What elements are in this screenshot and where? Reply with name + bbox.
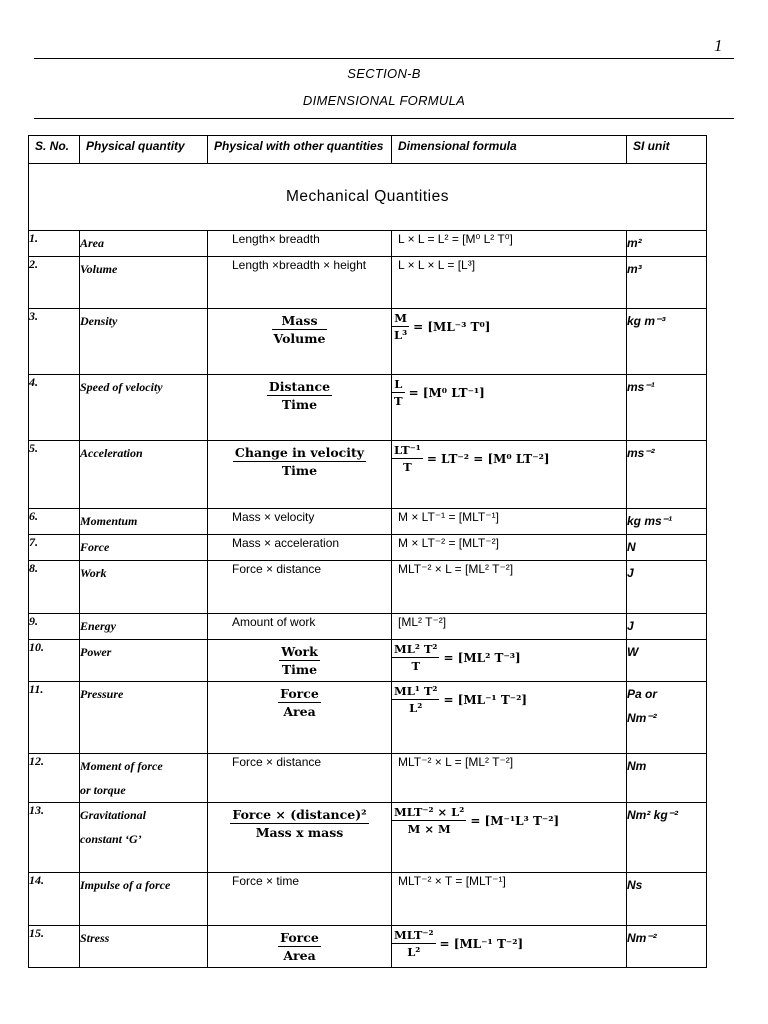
si-unit-cell	[627, 873, 707, 926]
dimensional-formula-fraction	[392, 684, 439, 715]
dimensional-formula-result: = LT⁻² = [M⁰ LT⁻²]	[426, 451, 550, 466]
si-unit: kg m⁻³	[627, 314, 666, 328]
table-row	[29, 231, 707, 257]
quantity-cell	[80, 640, 208, 682]
serial-number-cell	[29, 561, 80, 614]
section-title: SECTION-B	[347, 66, 421, 81]
other-quantities-fraction	[279, 644, 320, 677]
si-unit-line: Pa or	[627, 687, 658, 701]
table-header-row	[29, 136, 707, 164]
dimensional-formula-numerator: L	[392, 377, 405, 393]
si-unit: N	[627, 540, 636, 554]
si-unit: m³	[627, 262, 642, 276]
si-unit-cell	[627, 614, 707, 640]
dimensional-formula-cell	[392, 614, 627, 640]
table-row	[29, 803, 707, 873]
table-row	[29, 754, 707, 803]
other-quantities-text: Force × time	[232, 874, 300, 888]
dimensional-formula-text: MLT⁻² × L = [ML² T⁻²]	[398, 562, 514, 576]
quantity-name-line: Gravitational	[80, 808, 147, 822]
dimensional-formula-cell	[392, 803, 627, 873]
si-unit-cell	[627, 561, 707, 614]
quantity-cell	[80, 926, 208, 968]
table-row	[29, 535, 707, 561]
serial-number: 13.	[29, 803, 44, 817]
dimensional-formula-denominator: T	[394, 394, 403, 408]
table-row	[29, 509, 707, 535]
other-quantities-fraction	[278, 686, 321, 719]
section-subtitle: DIMENSIONAL FORMULA	[302, 93, 466, 108]
dimensional-formula-fraction	[392, 928, 436, 959]
quantity-name: Density	[80, 314, 118, 328]
serial-number: 11.	[29, 682, 44, 696]
serial-number-cell	[29, 535, 80, 561]
dimensional-formula-text: L × L × L = [L³]	[398, 258, 476, 272]
top-rule	[34, 58, 734, 59]
other-quantities-text: Length ×breadth × height	[232, 258, 367, 272]
other-quantities-cell	[208, 535, 392, 561]
si-unit-cell	[627, 257, 707, 309]
dimensional-formula-denominator: L³	[394, 328, 408, 342]
si-unit-line: Nm⁻²	[627, 711, 657, 725]
header-quantity: Physical quantity	[80, 136, 208, 164]
serial-number: 9.	[29, 614, 38, 628]
dimensional-formula-cell	[392, 509, 627, 535]
other-quantities-numerator: Force	[280, 930, 319, 945]
si-unit-cell	[627, 231, 707, 257]
other-quantities-fraction	[233, 445, 366, 478]
si-unit: J	[627, 566, 634, 580]
quantity-cell	[80, 509, 208, 535]
serial-number: 3.	[29, 309, 38, 323]
dimensional-formula-numerator: MLT⁻² × L²	[394, 805, 465, 819]
dimensional-formula-result: = [M⁰ LT⁻¹]	[408, 385, 485, 400]
other-quantities-cell	[208, 509, 392, 535]
dimensional-formula-denominator: L²	[409, 701, 423, 715]
si-unit-cell	[627, 926, 707, 968]
si-unit-cell	[627, 509, 707, 535]
dimensional-formula-text: L × L = L² = [M⁰ L² T⁰]	[398, 232, 513, 246]
si-unit-cell	[627, 309, 707, 375]
other-quantities-numerator: Work	[281, 644, 318, 659]
dimensional-formula-text: M × LT⁻² = [MLT⁻²]	[398, 536, 499, 550]
dimensional-formula-cell	[392, 441, 627, 509]
dimensional-formula-cell	[392, 640, 627, 682]
quantity-cell	[80, 535, 208, 561]
dimensional-formula-text: [ML² T⁻²]	[398, 615, 447, 629]
dimensional-formula-cell	[392, 257, 627, 309]
si-unit-cell	[627, 375, 707, 441]
si-unit: W	[627, 645, 639, 659]
other-quantities-cell	[208, 614, 392, 640]
serial-number-cell	[29, 803, 80, 873]
dimensional-formula-fraction	[392, 311, 409, 342]
dimensional-formula-numerator: MLT⁻²	[394, 928, 434, 942]
quantity-cell	[80, 441, 208, 509]
other-quantities-fraction	[278, 930, 321, 963]
quantity-cell	[80, 614, 208, 640]
serial-number-cell	[29, 682, 80, 754]
serial-number: 6.	[29, 509, 38, 523]
serial-number: 14.	[29, 873, 44, 887]
other-quantities-denominator: Time	[281, 463, 318, 478]
table-row	[29, 682, 707, 754]
dimensional-formula-numerator: ML¹ T²	[394, 684, 438, 698]
other-quantities-denominator: Area	[283, 948, 316, 963]
quantity-name: Momentum	[80, 514, 138, 528]
other-quantities-cell	[208, 803, 392, 873]
quantity-cell	[80, 682, 208, 754]
si-unit-cell	[627, 441, 707, 509]
other-quantities-denominator: Mass x mass	[255, 825, 344, 840]
group-heading-row	[29, 164, 707, 231]
table-row	[29, 441, 707, 509]
quantity-name: Speed of velocity	[80, 380, 163, 394]
quantity-name: Volume	[80, 262, 118, 276]
other-quantities-fraction	[272, 313, 328, 346]
dimensional-formula-cell	[392, 682, 627, 754]
quantity-name: Force	[80, 540, 110, 554]
dimensional-formula-fraction	[392, 805, 466, 836]
serial-number: 2.	[29, 257, 38, 271]
serial-number-cell	[29, 926, 80, 968]
other-quantities-denominator: Volume	[273, 331, 326, 346]
other-quantities-fraction	[230, 807, 368, 840]
other-quantities-cell	[208, 309, 392, 375]
si-unit: ms⁻¹	[627, 380, 655, 394]
quantity-name: Power	[80, 645, 112, 659]
other-quantities-text: Force × distance	[232, 562, 322, 576]
other-quantities-cell	[208, 754, 392, 803]
dimensional-formula-text: MLT⁻² × T = [MLT⁻¹]	[398, 874, 506, 888]
dimensional-formula-numerator: ML² T²	[394, 642, 438, 656]
quantity-name: Work	[80, 566, 107, 580]
si-unit: kg ms⁻¹	[627, 514, 673, 528]
dimensional-formula-denominator: T	[411, 659, 420, 673]
serial-number-cell	[29, 309, 80, 375]
quantity-cell	[80, 873, 208, 926]
table-row	[29, 561, 707, 614]
other-quantities-cell	[208, 257, 392, 309]
dimensional-formula-result: = [ML² T⁻³]	[443, 650, 521, 665]
dimensional-formula-result: = [ML⁻³ T⁰]	[413, 319, 491, 334]
header-sno: S. No.	[29, 136, 80, 164]
serial-number: 12.	[29, 754, 44, 768]
quantity-name: Area	[80, 236, 104, 250]
si-unit: m²	[627, 236, 642, 250]
serial-number-cell	[29, 509, 80, 535]
quantity-name: Energy	[80, 619, 116, 633]
dimensional-formula-result: = [ML⁻¹ T⁻²]	[443, 692, 528, 707]
table-row	[29, 309, 707, 375]
serial-number: 1.	[29, 231, 38, 245]
si-unit: Nm	[627, 759, 647, 773]
dimensional-formula-cell	[392, 375, 627, 441]
dimensional-formula-text: M × LT⁻¹ = [MLT⁻¹]	[398, 510, 499, 524]
quantity-cell	[80, 257, 208, 309]
other-quantities-denominator: Area	[283, 704, 316, 719]
si-unit: Nm⁻²	[627, 931, 657, 945]
quantity-cell	[80, 561, 208, 614]
dimensional-formula-table	[28, 135, 707, 968]
dimensional-formula-denominator: T	[403, 460, 412, 474]
table-row	[29, 873, 707, 926]
dimensional-formula-cell	[392, 873, 627, 926]
other-quantities-numerator: Mass	[272, 313, 328, 330]
si-unit-cell	[627, 640, 707, 682]
quantity-name: Pressure	[80, 687, 124, 701]
si-unit: J	[627, 619, 634, 633]
header-other: Physical with other quantities	[208, 136, 392, 164]
serial-number-cell	[29, 754, 80, 803]
other-quantities-fraction	[267, 379, 332, 412]
dimensional-formula-cell	[392, 754, 627, 803]
dimensional-formula-cell	[392, 309, 627, 375]
other-quantities-text: Force × distance	[232, 755, 322, 769]
other-quantities-cell	[208, 926, 392, 968]
quantity-name-line: Moment of force	[80, 759, 163, 773]
table-row	[29, 375, 707, 441]
dimensional-formula-cell	[392, 561, 627, 614]
quantity-cell	[80, 309, 208, 375]
quantity-name: Impulse of a force	[80, 878, 171, 892]
quantity-cell	[80, 754, 208, 803]
table-row	[29, 257, 707, 309]
serial-number-cell	[29, 375, 80, 441]
other-quantities-cell	[208, 682, 392, 754]
quantity-name: Acceleration	[80, 446, 143, 460]
quantity-name-line: or torque	[80, 783, 126, 797]
dimensional-formula-text: MLT⁻² × L = [ML² T⁻²]	[398, 755, 514, 769]
dimensional-formula-result: = [ML⁻¹ T⁻²]	[439, 936, 524, 951]
other-quantities-cell	[208, 640, 392, 682]
other-quantities-text: Mass × velocity	[232, 510, 315, 524]
other-quantities-text: Length× breadth	[232, 232, 320, 246]
table-row	[29, 640, 707, 682]
serial-number-cell	[29, 640, 80, 682]
dimensional-formula-result: = [M⁻¹L³ T⁻²]	[470, 813, 560, 828]
dimensional-formula-cell	[392, 926, 627, 968]
serial-number: 15.	[29, 926, 44, 940]
other-quantities-text: Mass × acceleration	[232, 536, 340, 550]
dimensional-formula-cell	[392, 535, 627, 561]
other-quantities-numerator: Change in velocity	[234, 445, 365, 460]
other-quantities-numerator: Force × (distance)²	[232, 807, 367, 822]
si-unit: Ns	[627, 878, 643, 892]
table-row	[29, 926, 707, 968]
other-quantities-denominator: Time	[281, 397, 318, 412]
serial-number: 10.	[29, 640, 44, 654]
other-quantities-numerator: Distance	[268, 379, 331, 394]
serial-number: 5.	[29, 441, 38, 455]
serial-number-cell	[29, 614, 80, 640]
header-dimensional: Dimensional formula	[392, 136, 627, 164]
dimensional-formula-fraction	[392, 443, 423, 474]
dimensional-formula-fraction	[392, 642, 439, 673]
quantity-cell	[80, 375, 208, 441]
si-unit: ms⁻²	[627, 446, 655, 460]
other-quantities-cell	[208, 231, 392, 257]
other-quantities-denominator: Time	[281, 662, 318, 677]
quantity-cell	[80, 231, 208, 257]
dimensional-formula-numerator: M	[392, 311, 409, 327]
dimensional-formula-cell	[392, 231, 627, 257]
other-quantities-cell	[208, 561, 392, 614]
table-row	[29, 614, 707, 640]
quantity-cell	[80, 803, 208, 873]
other-quantities-cell	[208, 441, 392, 509]
serial-number: 8.	[29, 561, 38, 575]
si-unit-cell	[627, 682, 707, 754]
table-body	[29, 231, 707, 968]
dimensional-formula-denominator: L²	[407, 945, 421, 959]
si-unit-cell	[627, 803, 707, 873]
serial-number-cell	[29, 873, 80, 926]
group-heading: Mechanical Quantities	[29, 164, 707, 231]
header-si: SI unit	[627, 136, 707, 164]
bottom-rule	[34, 118, 734, 119]
dimensional-formula-denominator: M × M	[407, 822, 451, 836]
serial-number-cell	[29, 257, 80, 309]
serial-number-cell	[29, 441, 80, 509]
serial-number: 4.	[29, 375, 38, 389]
other-quantities-cell	[208, 375, 392, 441]
other-quantities-cell	[208, 873, 392, 926]
page-number: 1	[714, 36, 723, 55]
serial-number-cell	[29, 231, 80, 257]
dimensional-formula-numerator: LT⁻¹	[394, 443, 421, 457]
si-unit: Nm² kg⁻²	[627, 808, 678, 822]
quantity-name: Stress	[80, 931, 110, 945]
serial-number: 7.	[29, 535, 38, 549]
si-unit-cell	[627, 754, 707, 803]
other-quantities-text: Amount of work	[232, 615, 316, 629]
dimensional-formula-fraction	[392, 377, 405, 408]
quantity-name-line: constant ‘G’	[80, 832, 142, 846]
si-unit-cell	[627, 535, 707, 561]
other-quantities-numerator: Force	[280, 686, 319, 701]
